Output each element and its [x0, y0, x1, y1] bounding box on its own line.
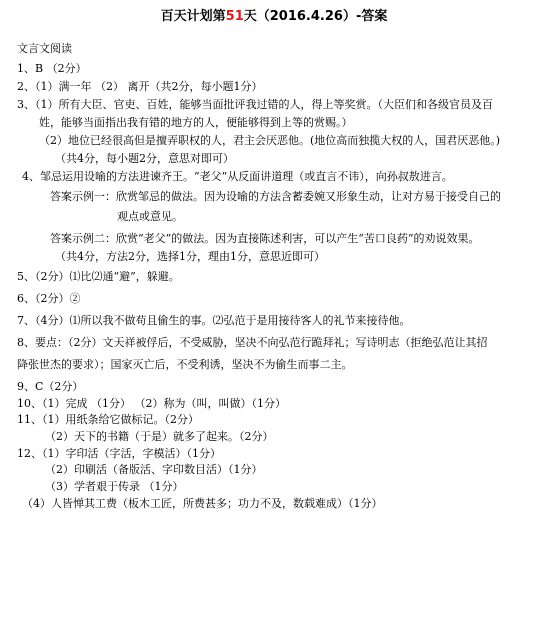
answer-line-4: 4、邹忌运用设喻的方法进谏齐王。“老父”从反面讲道理（或直言不讳），向孙叔敖进言。 [22, 170, 453, 183]
answer-line-3-2: （2）地位已经很高但是擅弄职权的人，君主会厌恶他。(地位高而独揽大权的人，国君厌恶他。) [39, 134, 501, 147]
answer-line-3-note: （共4分，每小题2分，意思对即可） [55, 152, 234, 165]
answer-line-8: 8、要点：（2分）文天祥被俘后，不受威胁，坚决不向弘范行跪拜礼；写诗明志（拒绝弘范让其招 [17, 336, 488, 349]
page-title [0, 8, 548, 26]
answer-line-12-2: （2）印刷活（备版活、字印数目活）（1分） [45, 463, 263, 476]
answer-line-4-note: （共4分，方法2分，选择1分，理由1分，意思近即可） [55, 250, 325, 263]
answer-line-11-2: （2）天下的书籍（于是）就多了起来。（2分） [45, 430, 274, 443]
answer-line-9: 9、C（2分） [17, 380, 84, 393]
answer-line-4-example-1: 答案示例一：欣赏邹忌的做法。因为设喻的方法含蓄委婉又形象生动，让对方易于接受自己的 [50, 190, 501, 203]
answer-line-3: 3、（1）所有大臣、官吏、百姓，能够当面批评我过错的人，得上等奖赏。（大臣们和各级官员及百 [17, 98, 493, 111]
answer-line-5: 5、（2分）⑴比⑵通“避”，躲避。 [17, 270, 180, 283]
answer-line-12: 12、（1）字印活（字活，字模活）（1分） [17, 447, 221, 460]
answer-line-2: 2、（1）满一年 （2） 离开（共2分，每小题1分） [17, 80, 263, 93]
answer-line-6: 6、（2分）② [17, 292, 81, 305]
answer-line-12-4: （4）人皆惮其工费（板木工匠，所费甚多；功力不及，数载难成）（1分） [22, 497, 383, 510]
title-day-number: 51 [225, 9, 244, 24]
section-label: 文言文阅读 [17, 42, 72, 55]
answer-line-3-cont: 姓，能够当面指出我有错的地方的人，便能够得到上等的赏赐。） [39, 116, 353, 129]
answer-line-11: 11、（1）用纸条给它做标记。（2分） [17, 413, 199, 426]
answer-line-8-cont: 降张世杰的要求）；国家灭亡后，不受利诱，坚决不为偷生而事二主。 [17, 358, 353, 371]
answer-line-12-3: （3）学者艰于传录 （1分） [45, 480, 184, 493]
title-suffix: 天（2016.4.26）-答案 [243, 9, 388, 24]
title-prefix: 百天计划第 [160, 9, 226, 24]
answer-line-7: 7、（4分）⑴所以我不做苟且偷生的事。⑵弘范于是用接待客人的礼节来接待他。 [17, 314, 411, 327]
answer-line-4-example-1-cont: 观点或意见。 [117, 210, 183, 223]
answer-line-10: 10、（1）完成 （1分） （2）称为（叫，叫做）（1分） [17, 397, 286, 410]
answer-line-4-example-2: 答案示例二：欣赏“老父”的做法。因为直接陈述利害，可以产生“苦口良药”的劝说效果。 [50, 232, 480, 245]
answer-line-1: 1、B （2分） [17, 62, 87, 75]
